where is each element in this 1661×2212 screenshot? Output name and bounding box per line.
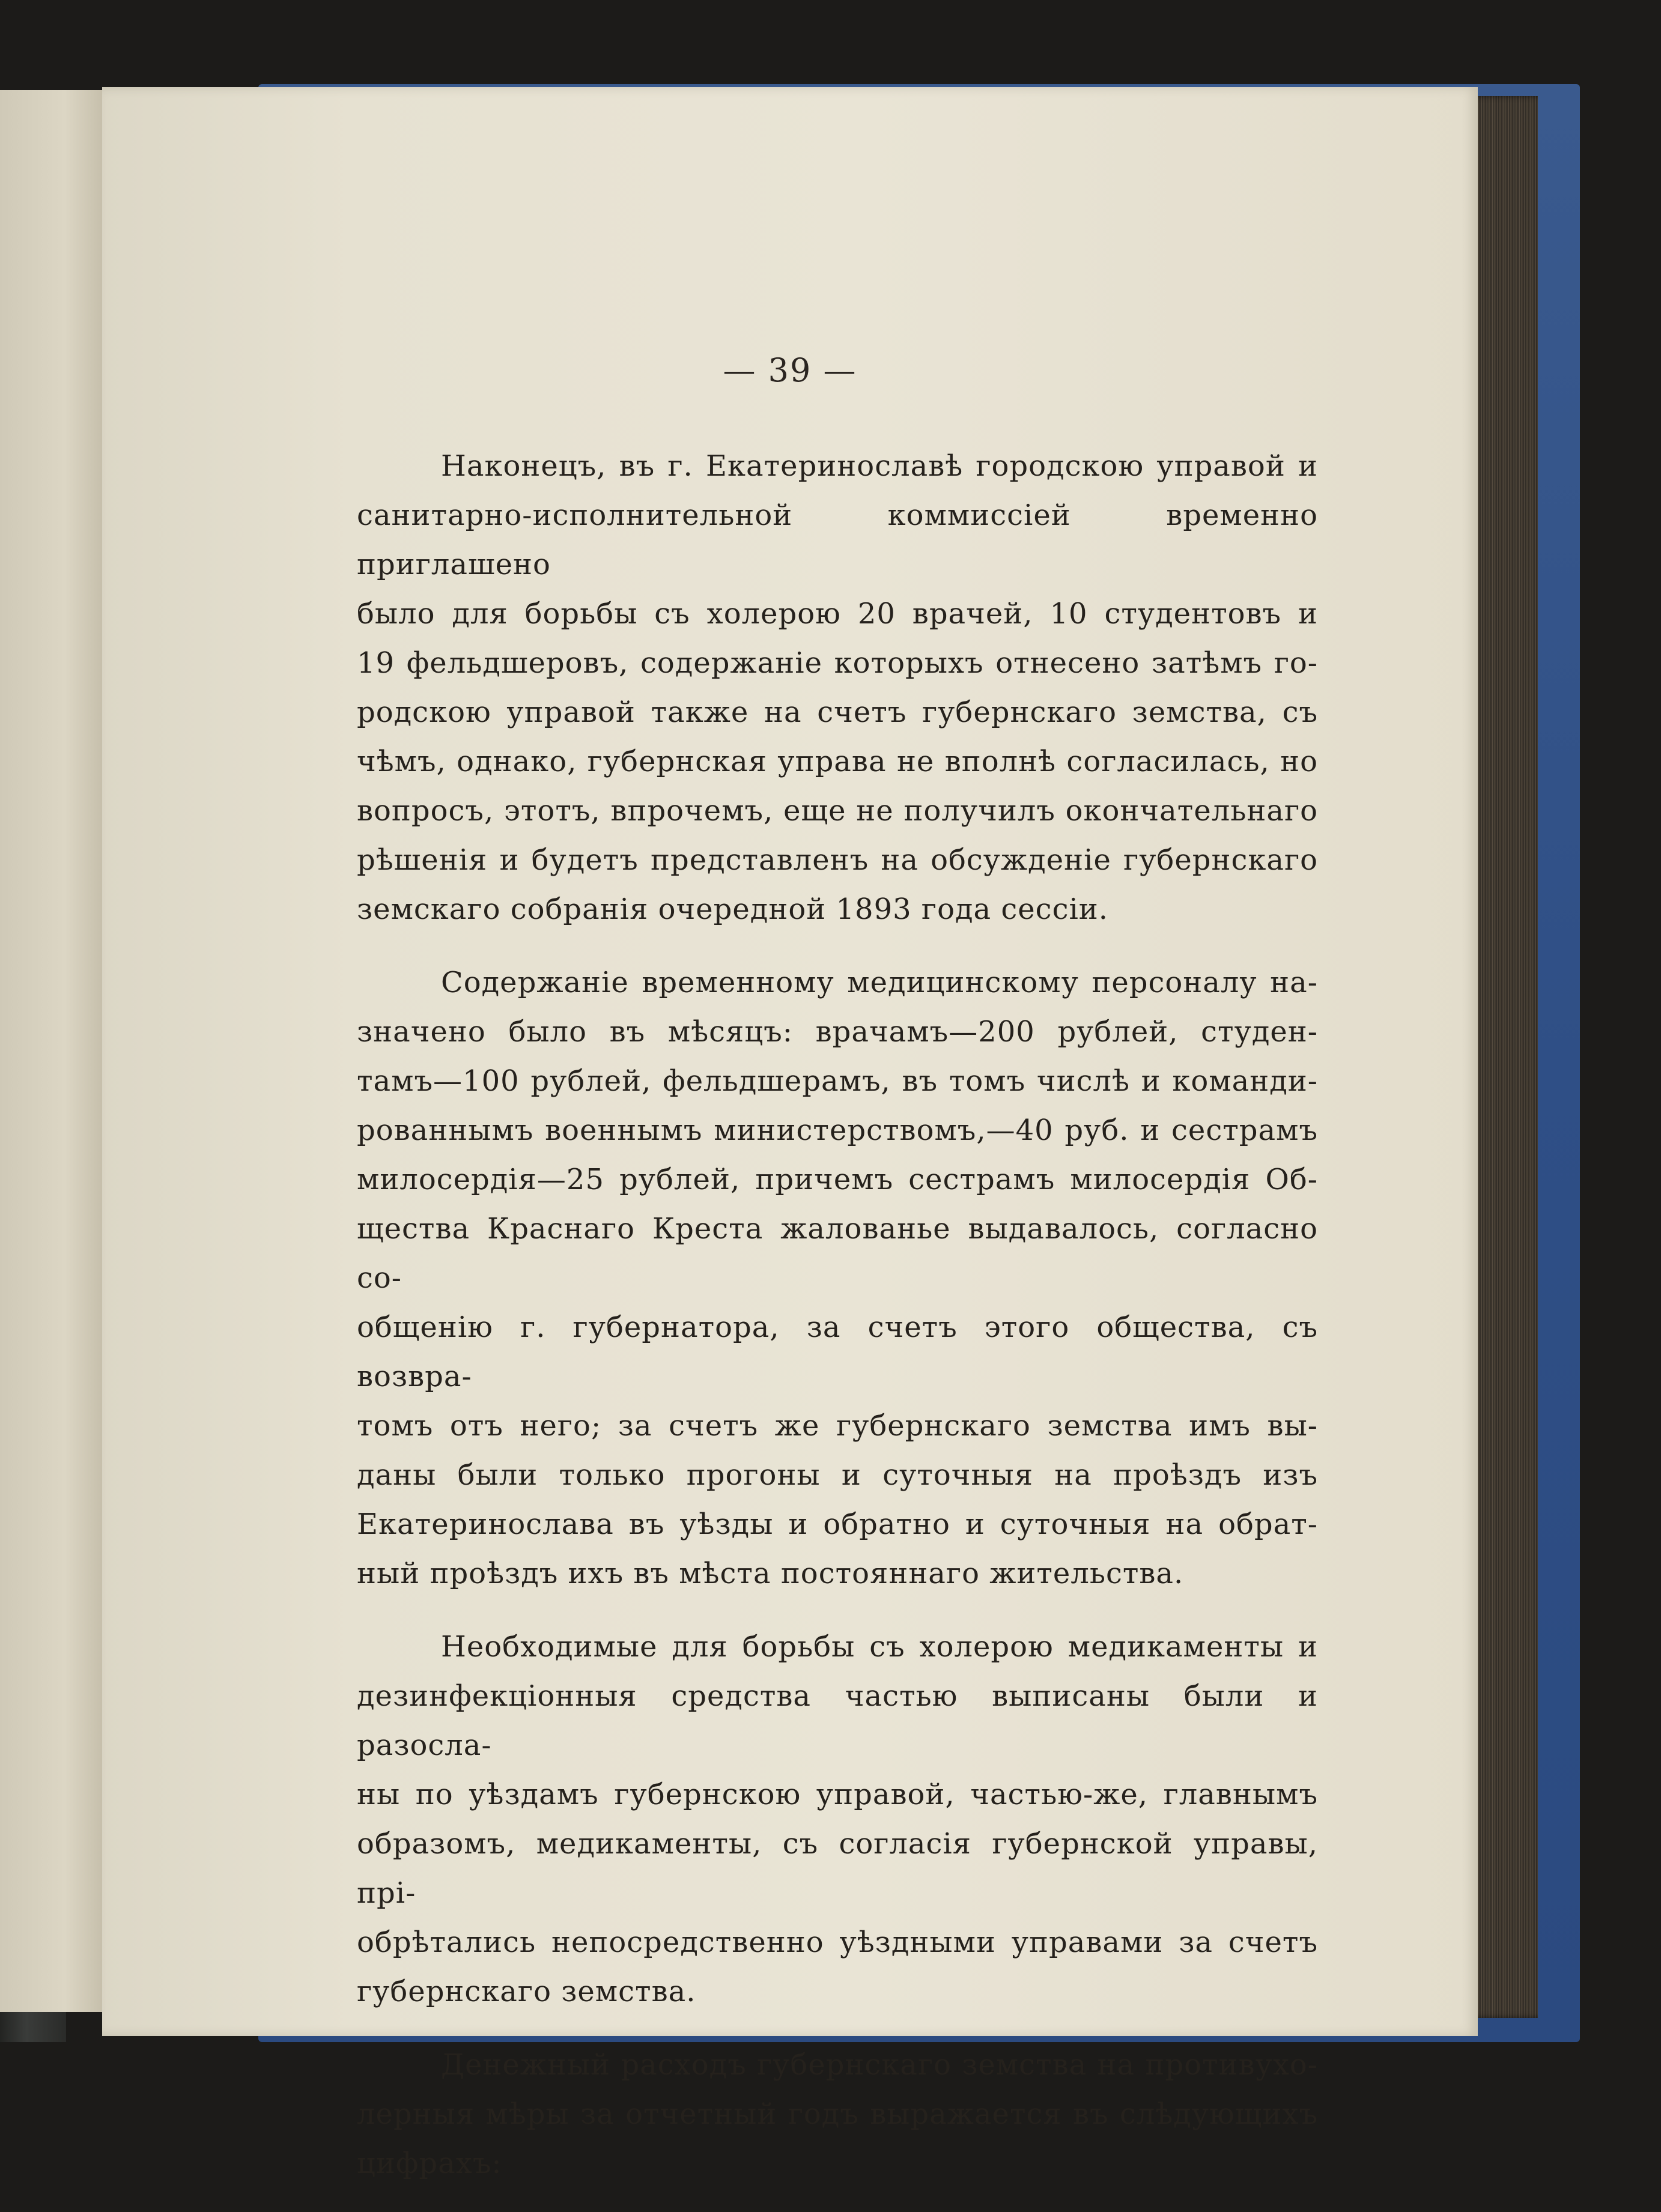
text-line: щества Краснаго Креста жалованье выдавалось, согласно со- [357, 1212, 1318, 1295]
text-line: губернскаго земства. [357, 1975, 696, 2008]
text-line: милосердія—25 рублей, причемъ сестрамъ милосердія Об- [357, 1163, 1318, 1196]
text-line: даны были только прогоны и суточныя на проѣздъ изъ [357, 1458, 1318, 1492]
facing-page [0, 90, 108, 2012]
text-line: тамъ—100 рублей, фельдшерамъ, въ томъ числѣ и команди- [357, 1064, 1318, 1098]
text-line: Денежный расходъ губернскаго земства на противухо- [441, 2048, 1318, 2082]
text-line: дезинфекціонныя средства частью выписаны были и разосла- [357, 1679, 1318, 1762]
paragraph [357, 2040, 1318, 2188]
paragraph [357, 441, 1318, 934]
text-line: Необходимые для борьбы съ холерою медикаменты и [441, 1630, 1318, 1664]
text-line: 19 фельдшеровъ, содержаніе которыхъ отнесено затѣмъ го- [357, 646, 1318, 680]
page-text [357, 441, 1318, 2212]
text-line: вопросъ, этотъ, впрочемъ, еще не получилъ окончательнаго [357, 794, 1318, 828]
text-line: ный проѣздъ ихъ въ мѣста постояннаго жительства. [357, 1557, 1184, 1590]
paragraph [357, 1622, 1318, 2016]
text-line: Наконецъ, въ г. Екатеринославѣ городскою управой и [441, 449, 1318, 483]
text-line: рованнымъ военнымъ министерствомъ,—40 руб. и сестрамъ [357, 1114, 1318, 1147]
text-line: Содержаніе временному медицинскому персоналу на- [441, 966, 1318, 999]
text-line: лерныя мѣры за отчетный годъ выражается въ слѣдующихъ [357, 2097, 1318, 2131]
paragraph [357, 958, 1318, 1598]
text-line: ны по уѣздамъ губернскою управой, частью-же, главнымъ [357, 1778, 1318, 1811]
text-line: образомъ, медикаменты, съ согласія губернской управы, прі- [357, 1827, 1318, 1910]
text-line: цифрахъ: [357, 2147, 502, 2180]
text-line: обрѣтались непосредственно уѣздными управами за счетъ [357, 1926, 1318, 1959]
page-number: — 39 — [723, 351, 857, 389]
text-line: было для борьбы съ холерою 20 врачей, 10 студентовъ и [357, 597, 1318, 631]
text-line: чѣмъ, однако, губернская управа не вполнѣ согласилась, но [357, 745, 1318, 778]
text-line: земскаго собранія очередной 1893 года сессіи. [357, 892, 1109, 926]
text-line: родскою управой также на счетъ губернскаго земства, съ [357, 695, 1318, 729]
text-line: рѣшенія и будетъ представленъ на обсужденіе губернскаго [357, 843, 1318, 877]
text-line: Екатеринослава въ уѣзды и обратно и суточныя на обрат- [357, 1507, 1318, 1541]
text-line: значено было въ мѣсяцъ: врачамъ—200 рублей, студен- [357, 1015, 1318, 1049]
text-line: общенію г. губернатора, за счетъ этого общества, съ возвра- [357, 1311, 1318, 1393]
text-line: санитарно-исполнительной коммиссіей временно приглашено [357, 498, 1318, 581]
text-line: томъ отъ него; за счетъ же губернскаго земства имъ вы- [357, 1409, 1318, 1443]
book-page [102, 87, 1478, 2180]
